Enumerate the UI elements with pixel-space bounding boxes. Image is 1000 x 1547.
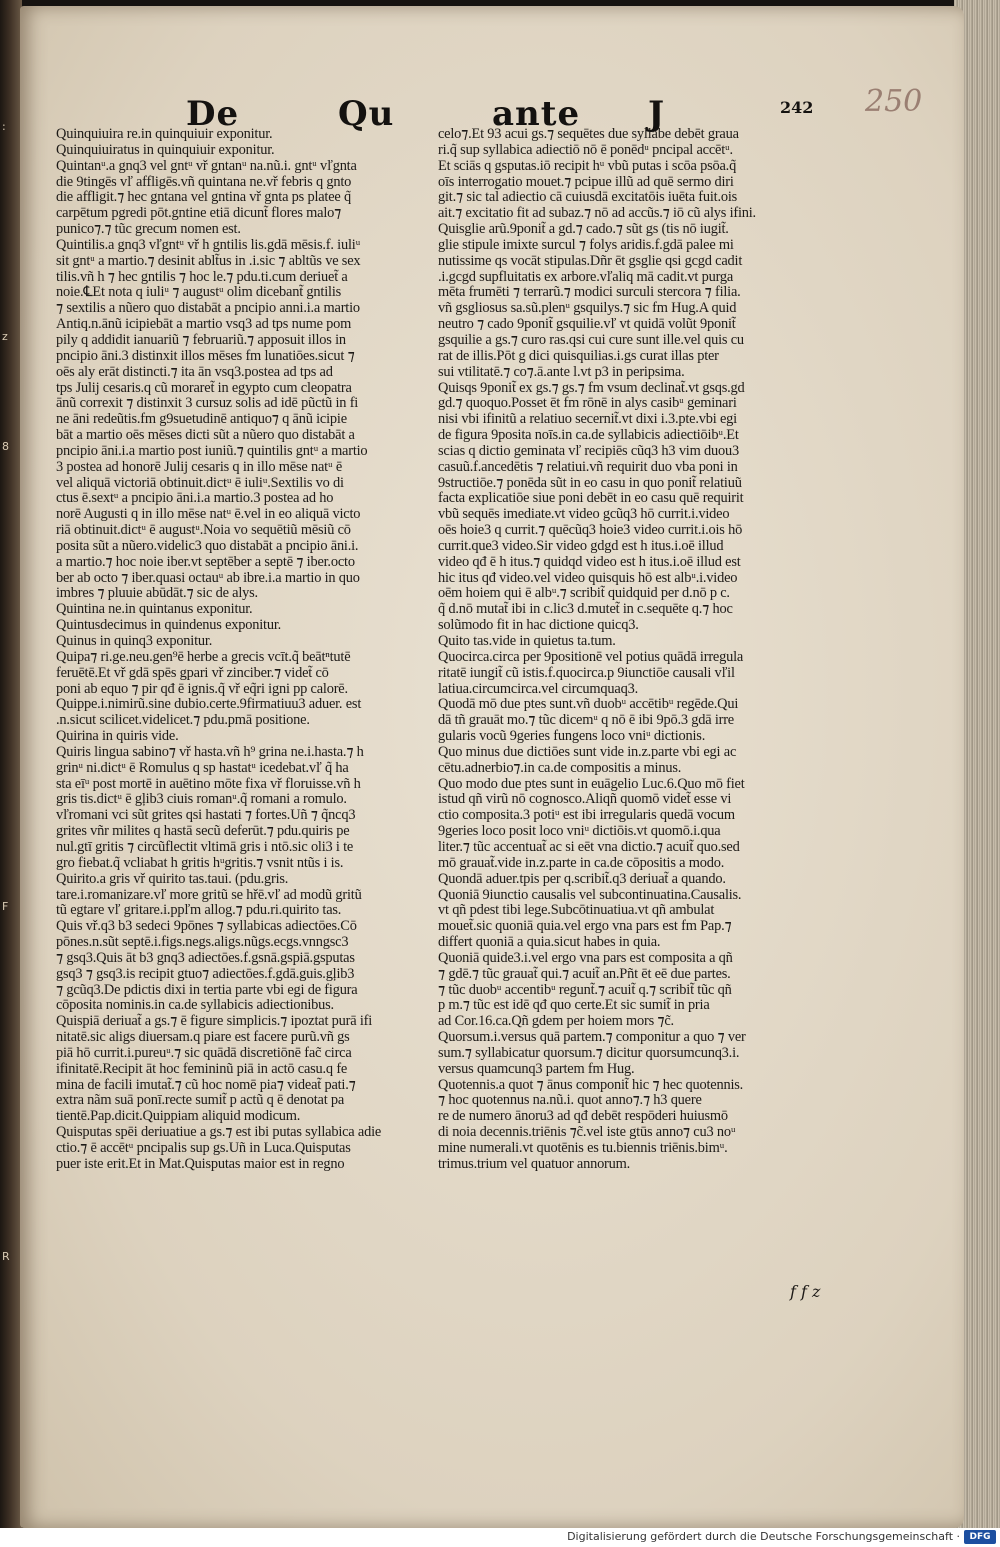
text-line: puer iste erit.Et in Mat.Quisputas maior est in regno [56, 1155, 345, 1172]
text-line: sum.⁊ syllabicatur quorsum.⁊ dicitur quorsumcunq3.i. [438, 1044, 740, 1061]
text-line: gris tis.dictᵘ ē gļib3 ciuis romanᵘ.q̃ romani a romulo. [56, 791, 347, 808]
text-line: sit gntᵘ a martio.⁊ desinit ablt̃us in .i.sic ⁊ abltũs ve sex [56, 252, 361, 269]
text-line: trimus.trium vel quatuor annorum. [438, 1155, 631, 1172]
text-line: mouet̃.sic quoniā quia.vel ergo vna pars est fm Pap.⁊ [438, 918, 732, 935]
text-line: currit.que3 video.Sir video gdgd est h itus.i.oē illud [438, 537, 724, 554]
handwritten-folio-number: 250 [865, 84, 923, 119]
text-line: tũ egtare vľ gritare.i.ppľm allog.⁊ pdu.ri.quirito tas. [56, 902, 342, 919]
text-line: tilis.vñ h ⁊ hec gntilis ⁊ hoc le.⁊ pdu.ti.cum deriuet̃ a [56, 268, 348, 285]
text-line: Quo modo due ptes sunt in euāgelio Luc.6.Quo mō fiet [438, 775, 745, 792]
text-line: Quis vř.q3 b3 sedeci 9pōnes ⁊ syllabicas adiectōes.Cō [56, 918, 357, 935]
text-line: glie stipule imixte surcul ⁊ folys aridis.f.gdā palee mi [438, 236, 734, 253]
spine-mark: z [2, 330, 8, 343]
text-line: rat de illis.Pōt g dici quisquilias.i.gs curat illas pter [438, 347, 719, 364]
text-line: bāt a martio oēs mēses dicti sũt a nũero quo distabāt a [56, 427, 355, 444]
spine-mark: 8 [2, 440, 9, 453]
text-line: Quinquiuira re.in quinquiuir exponitur. [56, 127, 273, 142]
text-line: oēm hoiem qui ē albᵘ.⁊ scribit̃ quidquid per d.nō p c. [438, 585, 730, 602]
text-line: Quito tas.vide in quietus ta.tum. [438, 633, 616, 649]
text-line: Quipa⁊ ri.ge.neu.gen⁹ē herbe a grecis vcīt.q̃ beātⁿtutē [56, 648, 351, 665]
text-line: noie.℄Et nota q iuliᵘ ⁊ augustᵘ olim dicebant̃ gntilis [56, 284, 342, 301]
text-line: Quinquiuiratus in quinquiuir exponitur. [56, 141, 275, 158]
text-line: Antiq.n.ānũ icipiebāt a martio vsq3 ad tps nume pom [56, 316, 352, 333]
text-line: mēta frumēti ⁊ terrarũ.⁊ modici surculi stercora ⁊ filia. [438, 284, 741, 301]
text-line: pncipio āni.i.a martio post iuniũ.⁊ quintilis gntᵘ a martio [56, 442, 368, 459]
text-line: norē Augusti q in illo mēse natᵘ ē.vel in eo aliquā victo [56, 506, 361, 523]
spine-mark: : [2, 120, 6, 133]
text-line: Quirina in quiris vide. [56, 728, 179, 745]
text-line: Et sciās q gsputas.iō recipit hᵘ vbũ putas i scōa psōa.q̃ [438, 157, 737, 174]
text-line: .n.sicut scilicet.videlicet.⁊ pdu.pmā positione. [56, 712, 310, 729]
text-line: .i.gcgd supfluitatis ex arbore.vľaliq mā cadit.vt purga [438, 268, 734, 285]
text-line: dā tñ grauāt mo.⁊ tũc dicemᵘ q nō ē ibi 9pō.3 gdā irre [438, 712, 734, 729]
text-line: ⁊ tũc duobᵘ accentibᵘ regunt̃.⁊ acuit̃ q.⁊ scribit̃ tũc qñ [438, 981, 732, 998]
book-spine [0, 0, 22, 1547]
text-line: nisi vbi ifinitũ a relatiuo secernit̃.vt dixi i.3.pte.vbi egi [438, 411, 737, 428]
dfg-logo-icon: DFG [964, 1530, 996, 1544]
folio-number: 242 [780, 98, 814, 117]
text-line: q̃ d.nō mutat̃ ibi in c.lic3 d.mutet̃ in c.sequēte q.⁊ hoc [438, 601, 733, 618]
text-line: nul.gtī gritis ⁊ circũflectit vltimā gris i ntō.sic oli3 i te [56, 838, 354, 855]
text-line: facta explicatiōe siue poni debēt in eo casu quē requirit [438, 490, 744, 507]
text-line: gd.⁊ quoquo.Posset ēt fm rōnē in alys casibᵘ geminari [438, 395, 737, 412]
text-line: ait.⁊ excitatio fit ad subaz.⁊ nō ad accũs.⁊ iō cũ alys ifini. [438, 205, 756, 222]
text-line: Quodā mō due ptes sunt.vñ duobᵘ accētibᵘ regēde.Qui [438, 696, 739, 713]
text-line: ifinitatē.Recipit āt hoc femininũ piā in actō casu.q fe [56, 1060, 348, 1077]
spine-mark: R [2, 1250, 10, 1263]
text-line: gro fiebat.q̃ vcliabat h gritis hᵘgritis.⁊ vsnit ntũs i is. [56, 854, 344, 871]
text-line: versus quamcunq3 partem fm Hug. [438, 1060, 635, 1077]
text-line: di noia decennis.triēnis ⁊c̃.vel iste gtūs anno⁊ cu3 noᵘ [438, 1124, 736, 1141]
text-line: oēs hoie3 q currit.⁊ quēcũq3 hoie3 video currit.i.ois hō [438, 522, 743, 539]
text-line: gsquilie a gs.⁊ curo ras.qsi cui cure sunt ille.vel quis cu [438, 331, 744, 348]
text-line: die affligit.⁊ hec gntana vel gntina vř gnta ps platee q̃ [56, 189, 351, 206]
text-line: nutissime qs vocāt stipulas.Dñr ēt gsglie qsi gcgd cadit [438, 252, 743, 269]
running-head-word: ante [492, 94, 581, 134]
text-line: nitatē.sic aligs diuersam.q piare est facere purũ.vñ gs [56, 1029, 350, 1046]
text-line: ⁊ gcũq3.De pdictis dixi in tertia parte vbi egi de figura [56, 981, 358, 998]
text-line: 3 postea ad honorē Julij cesaris q in illo mēse natᵘ ē [56, 458, 343, 475]
text-line: vñ gsgliosus sa.sũ.plenᵘ gsquilys.⁊ sic fm Hug.A quid [438, 300, 737, 317]
text-line: Quorsum.i.versus quā partem.⁊ componitur a quo ⁊ ver [438, 1029, 746, 1046]
running-head-word: Qu [338, 94, 395, 134]
text-line: Quisputas spēi deriuatiue a gs.⁊ est ibi putas syllabica adie [56, 1124, 382, 1141]
text-line: video qđ ē h itus.⁊ quidqd video est h itus.i.oē illud est [438, 553, 741, 570]
text-line: ctio composita.3 potiᵘ est ibi irregularis quedā vocum [438, 807, 735, 824]
text-line: gsq3 ⁊ gsq3.is recipit gtuo⁊ adiectōes.f.gdā.guis.gļib3 [56, 965, 355, 982]
text-line: pōnes.n.sũt septē.i.figs.negs.aligs.nũgs.ecgs.vnngsc3 [56, 934, 349, 951]
text-line: posita sũt a nũero.videlic3 quo distabāt a pncipio āni.i. [56, 537, 359, 554]
text-line: tps Julij cesaris.q cũ moraret̃ in egypto cum cleopatra [56, 379, 352, 396]
text-line: Quocirca.circa per 9positionē vel potius quādā irregula [438, 648, 744, 665]
text-line: die 9tingēs vľ affligēs.vñ quintana ne.vř febris q gnto [56, 173, 352, 190]
text-line: mine numerali.vt quotēnis es tu.biennis triēnis.bimᵘ. [438, 1140, 728, 1156]
text-line: ad Cor.16.ca.Qñ gdem per hoiem mors ⁊c̃. [438, 1013, 674, 1030]
text-line: sui vtilitatē.⁊ co⁊.ā.ante l.vt p3 in peripsima. [438, 363, 685, 380]
text-line: Quintina ne.in quintanus exponitur. [56, 601, 253, 618]
text-line: oēs aly erāt distincti.⁊ ita ān vsq3.postea ad tps ad [56, 363, 333, 380]
text-line: mō grauat̃.vide in.z.parte in ca.de cōpositis a modo. [438, 854, 725, 871]
text-line: ⁊ sextilis a nũero quo distabāt a pncipio anni.i.a martio [56, 300, 360, 317]
text-line: re de numero ānoru3 ad qđ debēt respōderi huiusmō [438, 1108, 728, 1125]
running-head-word: J [648, 94, 666, 134]
text-line: 9geries loco posit loco vniᵘ dictiōis.vt quomō.i.qua [438, 823, 721, 840]
text-line: riā obtinuit.dictᵘ ē augustᵘ.Noia vo sequētiũ mēsiũ cō [56, 522, 351, 539]
text-line: celo⁊.Et 93 acui gs.⁊ sequētes due syllabe debēt graua [438, 127, 739, 142]
text-line: carpētum pgredi pōt.gntine etiā dicunt̃ flores malo⁊ [56, 205, 342, 222]
text-line: piā hō currit.i.pureuᵘ.⁊ sic quādā discretiōnē fac̃ circa [56, 1044, 352, 1061]
text-line: ⁊ gdē.⁊ tũc grauat̃ qui.⁊ acuit̃ an.Pñt ēt eē due partes. [438, 965, 731, 982]
text-line: tientē.Pap.dicit.Quippiam aliquid modicum. [56, 1108, 301, 1125]
text-line: extra nãm suā ponī.recte sumit̃ p actũ q ē denotat pa [56, 1092, 345, 1109]
text-line: Quisglie arũ.9ponit̃ a gd.⁊ cado.⁊ sũt gs (tis nō iugit̃. [438, 221, 729, 238]
text-line: ne āni redeũtis.fm g9suetudinē antiquo⁊ q ānũ icipie [56, 411, 347, 428]
text-line: cētu.adnerbio⁊.in ca.de compositis a minus. [438, 759, 682, 776]
text-line: casuũ.f.ancedētis ⁊ relatiui.vñ requirit duo vba poni in [438, 458, 738, 475]
text-line: differt quoniā a quia.sicut habes in quia. [438, 934, 661, 951]
text-line: Quotennis.a quot ⁊ ānus componit̃ hic ⁊ hec quotennis. [438, 1076, 744, 1093]
text-line: gularis vocũ 9geries fungens loco vniᵘ dictionis. [438, 728, 706, 745]
text-line: pily q addidit ianuariũ ⁊ februariũ.⁊ apposuit illos in [56, 331, 346, 348]
text-line: vel aliquā victoriā obtinuit.dictᵘ ē iuliᵘ.Sextilis vo di [56, 474, 344, 491]
footer-bar [0, 1528, 1000, 1547]
text-line: oīs interrogatio mouet.⁊ pcipue illũ ad quē sermo diri [438, 173, 734, 190]
footer-credit: Digitalisierung gefördert durch die Deutsche Forschungsgemeinschaft · [567, 1530, 960, 1543]
text-line: grites vñr milites q hastā secũ deferūt.⁊ pdu.quiris pe [56, 823, 350, 840]
text-line: istud qñ virũ nō cognosco.Aliqñ quomō videt̃ esse vi [438, 791, 732, 808]
left-text-column [56, 127, 446, 1173]
text-line: mina de facili imutat̃.⁊ cũ hoc nomē pia⁊ videat̃ pati.⁊ [56, 1076, 356, 1093]
text-line: pncipio āni.3 distinxit illos mēses fm lunatiōes.sicut ⁊ [56, 347, 355, 364]
text-line: Quintusdecimus in quindenus exponitur. [56, 617, 282, 634]
text-line: ctus ē.sextᵘ a pncipio āni.i.a martio.3 postea ad ho [56, 490, 334, 507]
text-line: vt qñ pdest tibi lege.Subcōtinuatiua.vt qñ ambulat [438, 902, 715, 919]
spine-mark: F [2, 900, 9, 913]
text-line: Quinus in quinq3 exponitur. [56, 633, 213, 649]
running-head-word: De [186, 94, 240, 134]
text-line: sta eīᵘ post mortē in auētino mōte fixa vř floruisse.vñ h [56, 775, 361, 792]
text-line: poni ab equo ⁊ pir qđ ē ignis.q̃ vř eq̃ri igni pp calorē. [56, 680, 348, 697]
text-line: ritatē iungit̃ cũ istis.f.quocirca.p 9iunctiōe causali vľil [438, 664, 735, 681]
text-line: liter.⁊ tũc accentuat̃ ac si eēt vna dictio.⁊ acuit̃ quo.sed [438, 838, 740, 855]
text-line: Quondā aduer.tpis per q.scribit̃.q3 deriuat̃ a quando. [438, 870, 726, 887]
text-line: Quoniā 9iunctio causalis vel subcontinuatina.Causalis. [438, 886, 742, 903]
text-line: hic itus qđ video.vel video quisquis hō est albᵘ.i.video [438, 569, 738, 586]
text-line: Quiris lingua sabino⁊ vř hasta.vñ h⁹ grina ne.i.hasta.⁊ h [56, 743, 364, 760]
text-line: ri.q̃ sup syllabica adiectiō nō ē ponēdᵘ pncipal accētᵘ. [438, 141, 733, 158]
text-line: vbũ sequēs imediate.vt video gcũq3 hō currit.i.video [438, 506, 730, 523]
text-line: Quintilis.a gnq3 vľgntᵘ vř h gntilis lis.gdā mēsis.f. iuliᵘ [56, 236, 361, 253]
text-line: ⁊ gsq3.Quis āt b3 gnq3 adiectōes.f.gsnā.gspiā.gsputas [56, 949, 355, 966]
text-line: punico⁊.⁊ tũc grecum nomen est. [56, 221, 241, 238]
text-line: cōposita nominis.in ca.de syllabicis adiectionibus. [56, 997, 334, 1014]
text-line: ber ab octo ⁊ iber.quasi octauᵘ ab ibre.i.a martio in quo [56, 569, 360, 586]
text-line: Quispiā deriuat̃ a gs.⁊ ē figure simplicis.⁊ ipoztat purā ifi [56, 1013, 373, 1030]
text-line: Quoniā quide3.i.vel ergo vna pars est composita a qñ [438, 949, 733, 966]
text-line: Quisqs 9ponit̃ ex gs.⁊ gs.⁊ fm vsum declinat̃.vt gsqs.gd [438, 379, 745, 396]
text-line: ānũ correxit ⁊ distinxit 3 cursuz solis ad idē pũctũ in fi [56, 395, 359, 412]
catchword: f f z [790, 1282, 821, 1301]
text-line: Quintanᵘ.a gnq3 vel gntᵘ vř gntanᵘ na.nũ.i. gntᵘ vľgnta [56, 157, 357, 174]
text-line: p m.⁊ tũc est idē qđ quo certe.Et sic sumit̃ in pria [438, 997, 710, 1014]
text-line: grinᵘ ni.dictᵘ ē Romulus q sp hastatᵘ icedebat.vľ q̃ ha [56, 759, 349, 776]
text-line: imbres ⁊ pluuie abūdāt.⁊ sic de alys. [56, 585, 258, 602]
text-line: git.⁊ sic tal̃ adiectio cā cuiusdā excitatōis iuēta fuit.ois [438, 189, 738, 206]
text-line: ⁊ hoc quotennus na.nũ.i. quot anno⁊.⁊ h3 quere [438, 1092, 702, 1109]
text-line: scias q dictio geminata vľ recipiēs cũq3 h3 vim duou3 [438, 442, 739, 459]
text-line: Quippe.i.nimirũ.sine dubio.certe.9firmatiuu3 aduer. est [56, 696, 362, 713]
text-line: Quirito.a gris vř quirito tas.taui. (pdu.gris. [56, 870, 289, 887]
text-line: feruētē.Et vř gdā spēs gpari vř zinciber.⁊ videt̃ cō [56, 664, 329, 681]
text-line: Quo minus due dictiōes sunt vide in.z.parte vbi egi ac [438, 743, 737, 760]
text-line: a martio.⁊ hoc noie iber.vt septēber a septē ⁊ iber.octo [56, 553, 355, 570]
right-text-column [438, 127, 850, 1173]
text-line: tare.i.romanizare.vľ more gritũ se hřē.vľ ad modũ gritũ [56, 886, 362, 903]
text-line: neutro ⁊ cado 9ponit̃ gsquilie.vľ vt quidā volũt 9ponit̃ [438, 316, 736, 333]
text-line: solũmodo fit in hac dictione quicq3. [438, 617, 639, 634]
text-line: 9structiōe.⁊ ponēda sũt in eo casu in quo ponit̃ relatiuũ [438, 474, 742, 491]
book-page [20, 6, 964, 1528]
text-line: latiua.circumcirca.vel circumquaq3. [438, 680, 638, 697]
text-line: ctio.⁊ ē accētᵘ pncipalis sup gs.Uñ in Luca.Quisputas [56, 1140, 351, 1156]
text-line: vľromani vci sũt grites qsi hastati ⁊ fortes.Uñ ⁊ q̃ncq3 [56, 807, 356, 824]
text-line: de figura 9posita noīs.in ca.de syllabicis adiectiōibᵘ.Et [438, 427, 739, 444]
